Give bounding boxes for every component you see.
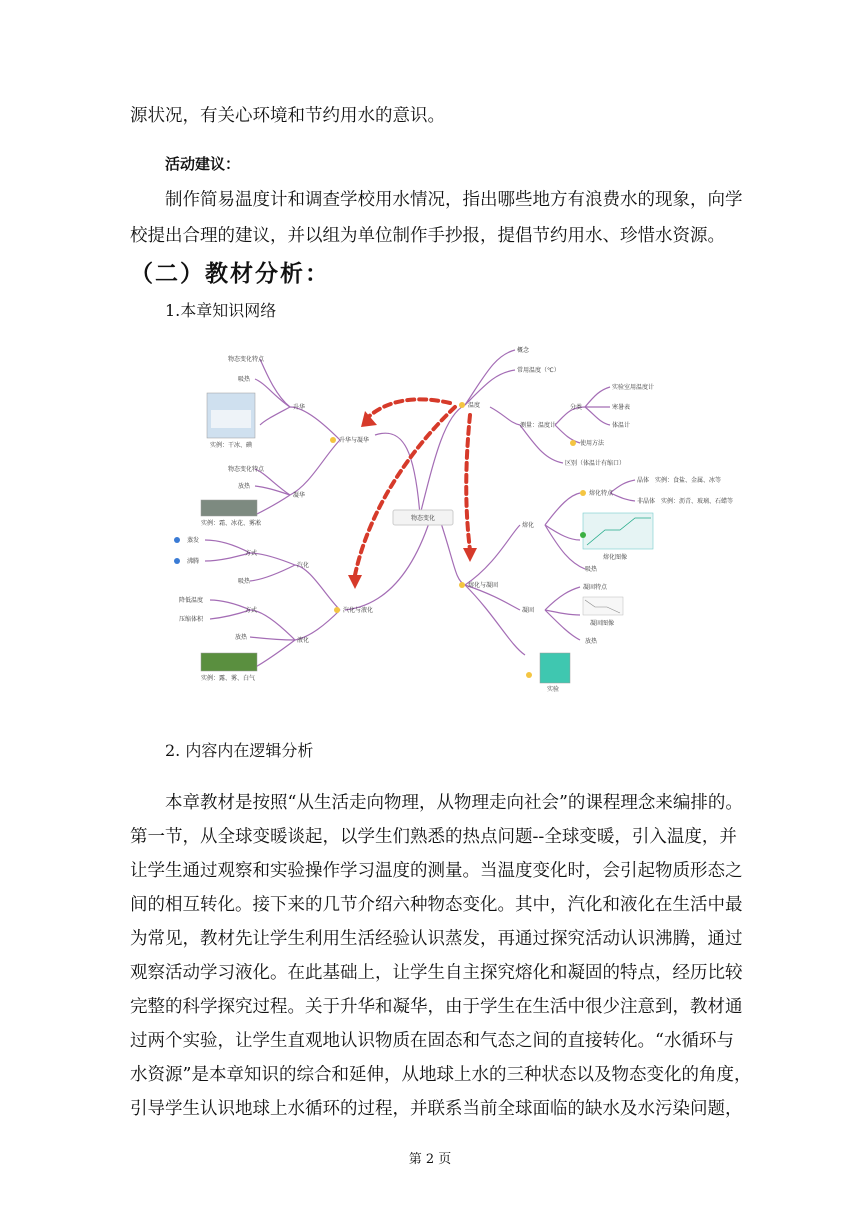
node-common-temp: 常用温度（℃） [517,367,560,374]
body-line: 为常见，教材先让学生利用生活经验认识蒸发，再通过探究活动认识沸腾，通过 [130,929,743,949]
node-evaporation: 蒸发 [187,537,200,544]
node-amorphous-examples: 实例：沥青、玻璃、石蜡等 [661,498,734,505]
body-line: 过两个实验，让学生直观地认识物质在固态和气态之间的直接转化。“水循环与 [130,1031,734,1051]
node-deposit: 凝华 [293,492,306,499]
section-heading: （二）教材分析： [130,261,330,287]
node-release-heat: 放热 [238,483,251,490]
body-line: 观察活动学习液化。在此基础上，让学生自主探究熔化和凝固的特点，经历比较 [130,963,743,983]
body-line: 水资源”是本章知识的综合和延伸，从地球上水的三种状态以及物态变化的角度， [130,1065,752,1085]
body-line: 让学生通过观察和实验操作学习温度的测量。当温度变化时，会引起物质形态之 [130,861,743,881]
knowledge-mindmap [165,335,790,695]
melt-graph-image [583,513,653,549]
node-solidify: 凝固 [522,607,535,614]
bulb-icon [526,672,532,678]
node-usage: 使用方法 [580,440,605,447]
node-subl-examples: 实例：干冰、碘 [210,442,253,449]
node-crystal-examples: 实例：食盐、金属、冰等 [655,477,722,484]
node-boiling: 沸腾 [187,558,200,565]
node-sublimate: 升华 [293,404,306,411]
node-experiment: 实验 [547,686,560,693]
body-line: 间的相互转化。接下来的几节介绍六种物态变化。其中，汽化和液化在生活中最 [130,895,743,915]
node-vap-absorb: 吸热 [238,578,251,585]
node-solid-graph: 凝固图像 [590,620,615,627]
bulb-icon [459,402,465,408]
node-melt: 熔化 [522,522,535,529]
node-compress: 压缩体积 [179,616,204,623]
node-melt-feature: 熔化特点 [589,490,614,497]
water-drop-icon [174,537,180,543]
node-melt-absorb: 吸热 [585,566,598,573]
node-lab-thermo: 实验室用温度计 [612,384,655,391]
node-vaporize: 汽化 [297,562,310,569]
node-body-thermo: 体温计 [612,422,631,429]
experiment-image [540,653,570,683]
node-classify: 分类 [570,404,583,411]
bulb-icon [570,440,576,446]
intro-tail: 源状况，有关心环境和节约用水的意识。 [130,106,445,126]
node-melt-graph: 熔化图像 [603,554,628,561]
page-footer: 第 2 页 [408,1152,452,1167]
branch-sublimation: 升华与凝华 [339,437,370,444]
subl-photo-cloud [211,410,251,428]
node-solid-release: 放热 [585,638,598,645]
bulb-icon [459,582,465,588]
bulb-icon [580,490,586,496]
body-line: 本章教材是按照“从生活走向物理，从物理走向社会”的课程理念来编排的。 [165,793,743,813]
body-line: 完整的科学探究过程。关于升华和凝华，由于学生在生活中很少注意到，教材通 [130,997,743,1017]
solid-graph-image [583,597,623,615]
node-cold-thermo: 寒暑表 [612,404,631,411]
node-difference: 区别（体温计有缩口） [565,460,626,467]
node-absorb-heat: 吸热 [238,376,251,383]
chart-icon [580,532,586,538]
node-crystal: 晶体 [637,477,650,484]
activity-line-2: 校提出合理的建议，并以组为单位制作手抄报，提倡节约用水、珍惜水资源。 [130,226,725,246]
liq-photo [201,653,257,671]
water-drop-icon [174,558,180,564]
branch-temperature: 温度 [468,402,481,409]
knowledge-network-label: 1.本章知识网络 [165,301,277,320]
branch-vaporization: 汽化与液化 [343,607,374,614]
logic-analysis-label: 2. 内容内在逻辑分析 [165,741,314,760]
activity-line-1: 制作简易温度计和调查学校用水情况，指出哪些地方有浪费水的现象，向学 [165,190,743,210]
body-line: 引导学生认识地球上水循环的过程，并联系当前全球面临的缺水及水污染问题， [130,1099,743,1119]
body-line: 第一节，从全球变暖谈起，以学生们熟悉的热点问题--全球变暖，引入温度，并 [130,827,737,847]
node-liq-examples: 实例：露、雾、白气 [201,675,256,682]
activity-heading: 活动建议： [165,155,241,173]
node-subl-feature: 物态变化特点 [228,356,265,363]
node-evap-method: 方式 [245,550,258,557]
node-measure: 测量：温度计 [520,422,557,429]
node-dep-feature: 物态变化特点 [228,466,265,473]
node-liq-release: 放热 [235,634,248,641]
node-solid-feature: 凝固特点 [583,584,608,591]
node-liq-method: 方式 [245,607,258,614]
mindmap-center: 物态变化 [410,515,436,522]
bulb-icon [330,437,336,443]
node-concept: 概念 [517,347,530,354]
node-dep-examples: 实例：霜、冰花、雾凇 [201,520,262,527]
dep-photo [201,500,257,516]
node-liquefy: 液化 [297,637,310,644]
node-lower-temp: 降低温度 [179,597,204,604]
node-amorphous: 非晶体 [637,498,656,505]
bulb-icon [334,607,340,613]
branch-melting: 熔化与凝固 [468,582,499,589]
